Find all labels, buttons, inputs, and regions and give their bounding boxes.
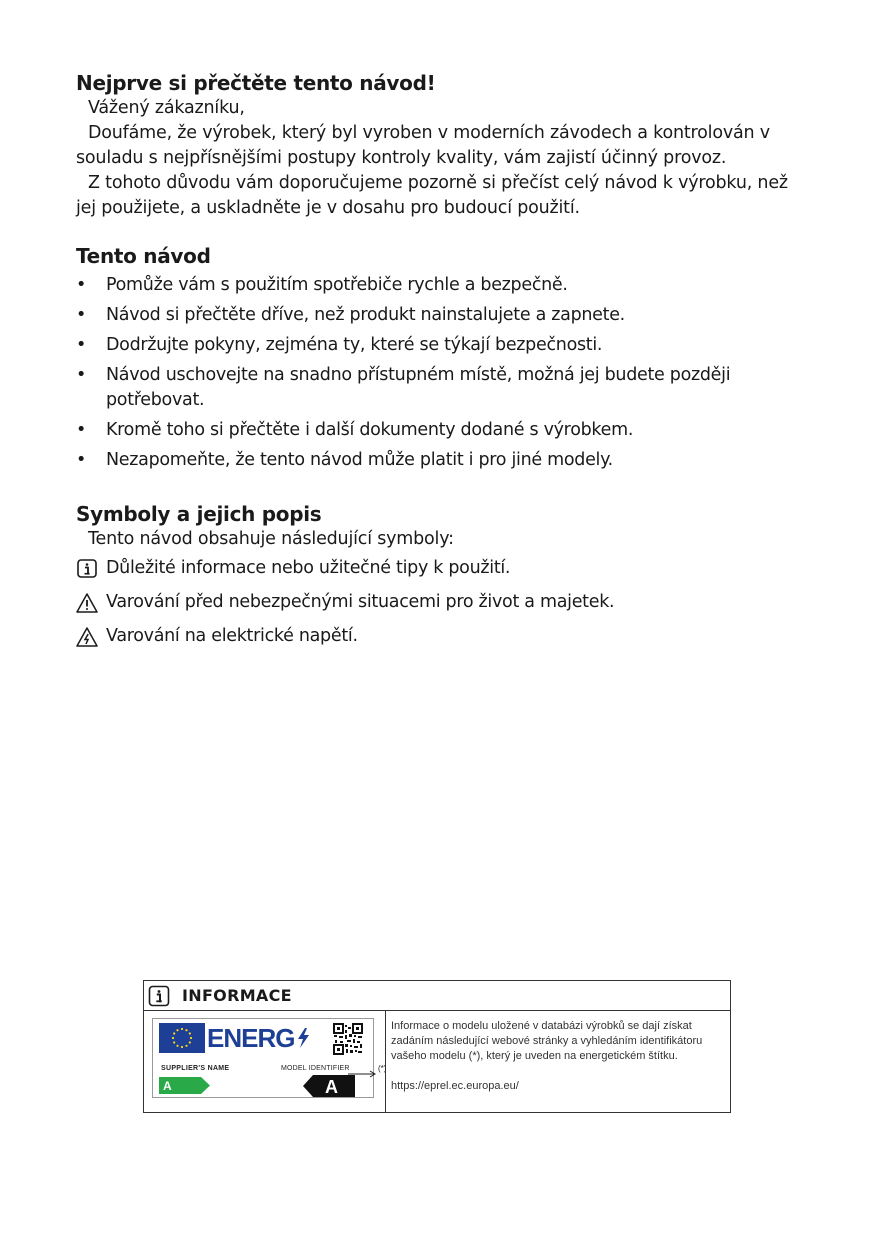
- info-box: [143, 980, 731, 1113]
- info-description: Informace o modelu uložené v databázi výrobků se dají získat zadáním následující webové stránky a vyhledáním identifikátoru vašeho modelu (*), který je uveden na energetickém štítku.: [391, 1020, 703, 1062]
- bullet: •: [76, 275, 87, 295]
- info-box-text: [391, 1019, 721, 1094]
- info-icon: [76, 558, 98, 580]
- greeting: Vážený zákazníku,: [88, 98, 245, 118]
- list-item: • Pomůže vám s použitím spotřebiče rychle a bezpečně.: [76, 273, 806, 298]
- qr-code-icon: [333, 1023, 363, 1055]
- eu-flag-icon: [159, 1023, 205, 1053]
- bullet: •: [76, 420, 87, 440]
- intro-paragraph-1: Doufáme, že výrobek, který byl vyroben v moderních závodech a kontrolován v souladu s nejpřísnějšími postupy kontroly kvality, vám zajistí účinný provoz.: [76, 123, 770, 168]
- info-box-header: [144, 981, 730, 1011]
- model-identifier-label: MODEL IDENTIFIER: [281, 1065, 350, 1072]
- info-icon: [148, 985, 170, 1007]
- symbols-intro: Tento návod obsahuje následující symboly:: [88, 529, 454, 549]
- energy-label: [152, 1018, 374, 1098]
- bullet: •: [76, 305, 87, 325]
- bullet: •: [76, 335, 87, 355]
- list-item: • Návod uschovejte na snadno přístupném místě, možná jej budete později potřebovat.: [76, 365, 731, 410]
- symbol-row-electric: [76, 624, 806, 649]
- info-box-title: INFORMACE: [182, 986, 292, 1005]
- intro-heading: Nejprve si přečtěte tento návod!: [76, 71, 436, 95]
- supplier-name-label: SUPPLIER'S NAME: [161, 1065, 230, 1072]
- list-item: • Návod si přečtěte dříve, než produkt nainstalujete a zapnete.: [76, 303, 806, 328]
- intro-paragraph-2: Z tohoto důvodu vám doporučujeme pozorně si přečíst celý návod k výrobku, než jej použijete, a uskladněte je v dosahu pro budoucí použití.: [76, 173, 788, 218]
- pointer-arrow-icon: [348, 1069, 378, 1079]
- symbols-heading: Symboly a jejich popis: [76, 502, 322, 526]
- energy-class-left: A: [163, 1079, 172, 1093]
- energy-class-scale-arrow: [159, 1077, 211, 1094]
- bullet: •: [76, 365, 87, 385]
- symbol-text: Varování na elektrické napětí.: [106, 626, 358, 646]
- list-item: • Dodržujte pokyny, zejména ty, které se týkají bezpečnosti.: [76, 333, 806, 358]
- lightning-icon: [296, 1027, 310, 1049]
- manual-heading: Tento návod: [76, 244, 211, 268]
- page-content: [76, 70, 806, 649]
- warning-icon: [76, 592, 98, 614]
- asterisk-marker: (*): [378, 1064, 387, 1073]
- symbol-text: Varování před nebezpečnými situacemi pro život a majetek.: [106, 592, 615, 612]
- energy-class-right: A: [325, 1077, 338, 1097]
- symbol-row-info: [76, 556, 806, 581]
- electric-warning-icon: [76, 626, 98, 648]
- manual-list: [76, 273, 806, 473]
- list-item: • Nezapomeňte, že tento návod může platit i pro jiné modely.: [76, 448, 806, 473]
- energy-brand-text: ENERG: [207, 1024, 310, 1052]
- symbol-row-warning: [76, 590, 806, 615]
- bullet: •: [76, 450, 87, 470]
- eprel-link[interactable]: https://eprel.ec.europa.eu/: [391, 1080, 519, 1092]
- list-item: • Kromě toho si přečtěte i další dokumenty dodané s výrobkem.: [76, 418, 806, 443]
- energy-label-panel: [144, 1011, 386, 1113]
- symbol-text: Důležité informace nebo užitečné tipy k použití.: [106, 558, 511, 578]
